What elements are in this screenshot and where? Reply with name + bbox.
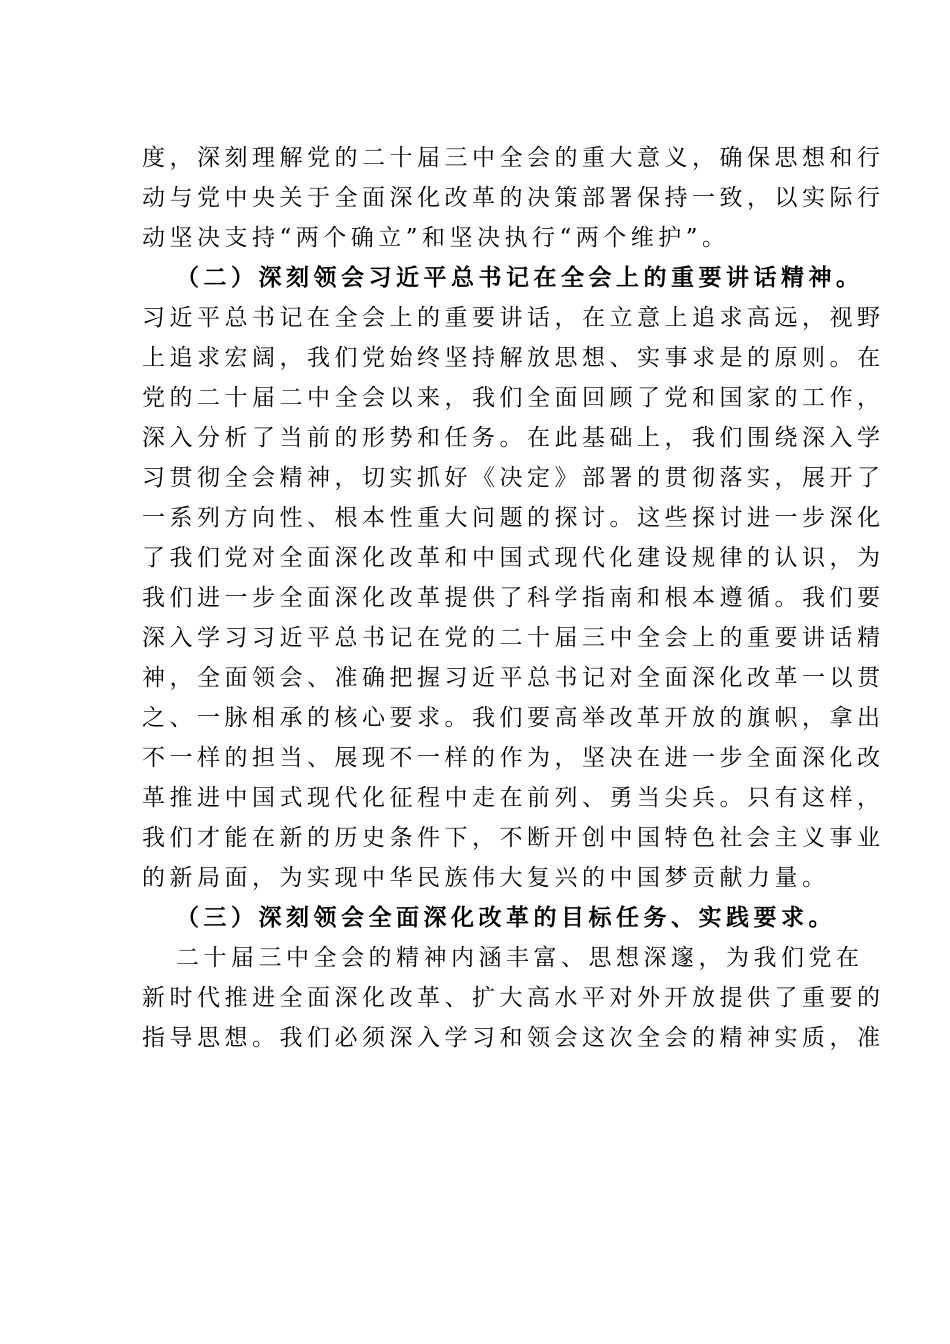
text-line: 之、一脉相承的核心要求。我们要高举改革开放的旗帜，拿出 [142,705,885,731]
text-line: 革推进中国式现代化征程中走在前列、勇当尖兵。只有这样， [142,785,885,811]
text-line: 上追求宏阔，我们党始终坚持解放思想、实事求是的原则。在 [142,345,885,371]
text-line: 了我们党对全面深化改革和中国式现代化建设规律的认识，为 [142,545,885,571]
paragraph-continuation [142,138,885,258]
text-line: 一系列方向性、根本性重大问题的探讨。这些探讨进一步深化 [142,505,885,531]
heading-line: （三）深刻领会全面深化改革的目标任务、实践要求。 [176,904,836,931]
heading-line: （二）深刻领会习近平总书记在全会上的重要讲话精神。 [176,264,864,291]
text-line: 度，深刻理解党的二十届三中全会的重大意义，确保思想和行 [142,145,885,171]
text-line: 动与党中央关于全面深化改革的决策部署保持一致，以实际行 [142,185,885,211]
text-line: 我们才能在新的历史条件下，不断开创中国特色社会主义事业 [142,825,885,851]
text-line: 习贯彻全会精神，切实抓好《决定》部署的贯彻落实，展开了 [142,465,885,491]
text-line: 指导思想。我们必须深入学习和领会这次全会的精神实质，准 [142,1025,885,1051]
text-line: 深入学习习近平总书记在党的二十届三中全会上的重要讲话精 [142,625,885,651]
paragraph-speech-spirit [142,298,885,898]
text-line: 不一样的担当、展现不一样的作为，坚决在进一步全面深化改 [142,745,885,771]
text-line: 深入分析了当前的形势和任务。在此基础上，我们围绕深入学 [142,425,885,451]
text-line: 新时代推进全面深化改革、扩大高水平对外开放提供了重要的 [142,985,885,1011]
text-line: 二十届三中全会的精神内涵丰富、思想深邃，为我们党在 [176,945,864,971]
section-heading-2 [142,258,864,298]
text-line: 神，全面领会、准确把握习近平总书记对全面深化改革一以贯 [142,665,885,691]
section-heading-3 [142,898,836,938]
paragraph-goals-tasks [142,938,885,1058]
text-line: 党的二十届二中全会以来，我们全面回顾了党和国家的工作， [142,385,885,411]
text-line: 习近平总书记在全会上的重要讲话，在立意上追求高远，视野 [142,305,885,331]
document-body [142,138,885,1058]
text-line: 动坚决支持“两个确立”和坚决执行“两个维护”。 [142,225,730,251]
text-line: 我们进一步全面深化改革提供了科学指南和根本遵循。我们要 [142,585,885,611]
text-line: 的新局面，为实现中华民族伟大复兴的中国梦贡献力量。 [142,865,830,891]
